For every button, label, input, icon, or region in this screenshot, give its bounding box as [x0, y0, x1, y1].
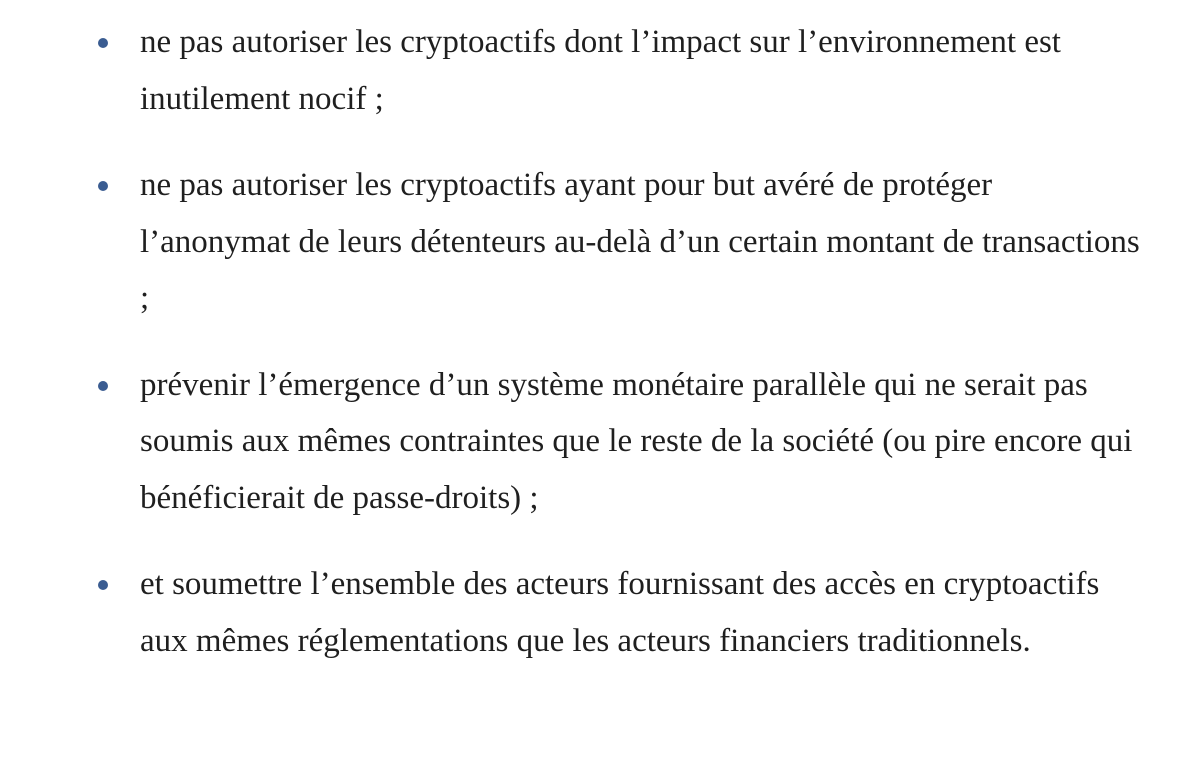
list-item-text: et soumettre l’ensemble des acteurs fournissant des accès en cryptoactifs aux mêmes réglementations que les acteurs financiers traditionnels.	[140, 566, 1100, 659]
bullet-icon	[98, 580, 108, 590]
bullet-icon	[98, 381, 108, 391]
list-item	[0, 14, 1200, 127]
list-item-text: prévenir l’émergence d’un système monétaire parallèle qui ne serait pas soumis aux mêmes contraintes que le reste de la société (ou pire encore qui bénéficierait de passe-droits) ;	[140, 366, 1133, 516]
bullet-icon	[98, 38, 108, 48]
list-item	[0, 556, 1200, 669]
list-item-text: ne pas autoriser les cryptoactifs dont l’impact sur l’environnement est inutilement nocif ;	[140, 24, 1061, 117]
list-item	[0, 157, 1200, 327]
list-item	[0, 357, 1200, 527]
bullet-list	[0, 14, 1200, 699]
list-item-text: ne pas autoriser les cryptoactifs ayant pour but avéré de protéger l’anonymat de leurs détenteurs au-delà d’un certain montant de transactions ;	[140, 167, 1140, 316]
bullet-icon	[98, 181, 108, 191]
